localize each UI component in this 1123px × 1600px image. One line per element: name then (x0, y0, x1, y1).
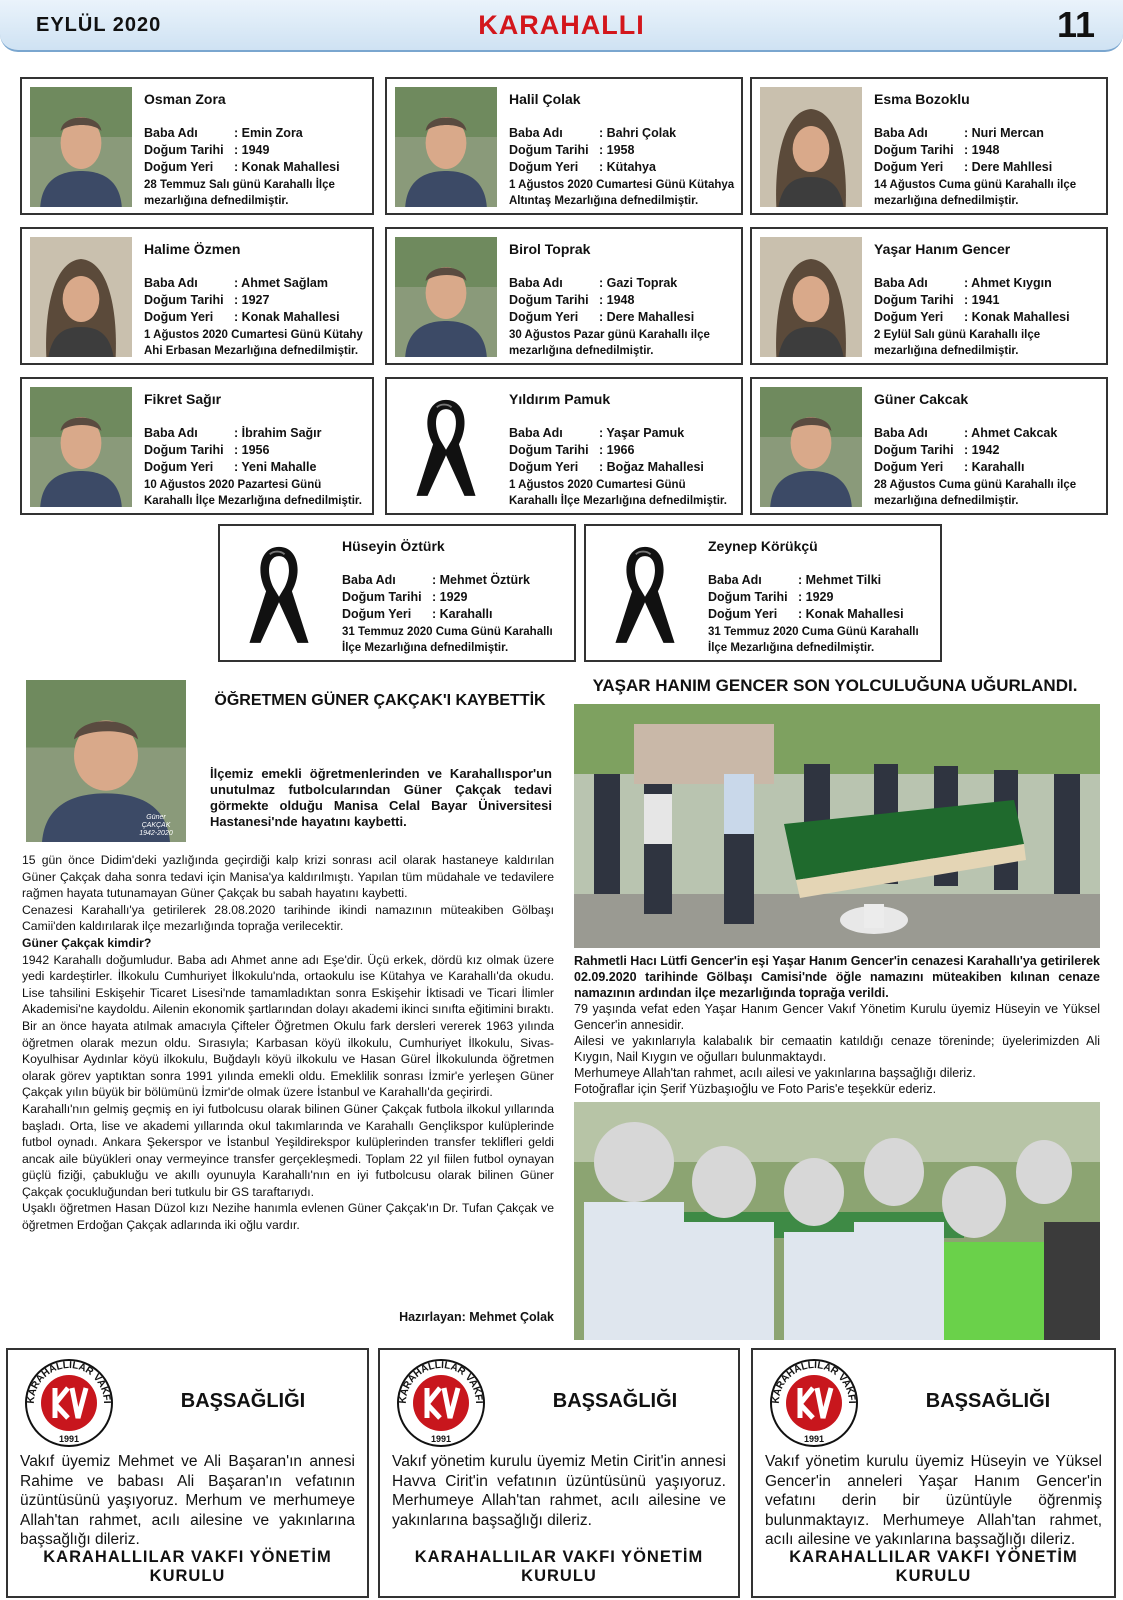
deceased-details (874, 425, 1057, 476)
birth-place-label: Doğum Yeri (874, 460, 944, 474)
birth-place: : Yeni Mahalle (234, 460, 317, 474)
condolence-signature: KARAHALLILAR VAKFI YÖNETİM KURULU (43, 1548, 332, 1585)
issue-date: EYLÜL 2020 (36, 14, 162, 36)
funeral-title: YAŞAR HANIM GENCER SON YOLCULUĞUNA UĞURLANDI. (592, 676, 1078, 695)
birth-date-label: Doğum Tarihi (509, 143, 589, 157)
article-author: Hazırlayan: Mehmet Çolak (399, 1310, 554, 1324)
birth-place: : Konak Mahallesi (964, 310, 1070, 324)
birth-place-label: Doğum Yeri (509, 310, 579, 324)
burial-note: 2 Eylül Salı günü Karahallı ilçe mezarlığına defnedilmiştir. (874, 329, 1041, 357)
birth-date-label: Doğum Tarihi (874, 443, 954, 457)
deceased-name: Güner Cakcak (874, 391, 969, 407)
deceased-name: Fikret Sağır (144, 391, 222, 407)
funeral-caption-text: Fotoğraflar için Şerif Yüzbaşıoğlu ve Foto Paris'e teşekkür ederiz. (574, 1082, 937, 1096)
condolence-text: Vakıf üyemiz Mehmet ve Ali Başaran'ın annesi Rahime ve babası Ali Başaran'ın vefatının üzüntüsünü yaşıyoruz. Merhum ve merhumeye Allah'tan rahmet, acılı ailesine ve yakınlarına başsağlığı dileriz. (20, 1453, 355, 1548)
birth-place: : Karahallı (964, 460, 1025, 474)
logo-arc-text: KARAHALLILAR VAKFI (25, 1359, 113, 1404)
deceased-photo (395, 87, 497, 207)
mourning-ribbon-icon (228, 534, 330, 654)
deceased-name: Halime Özmen (144, 241, 241, 257)
deceased-details (874, 275, 1070, 326)
birth-place: : Dere Mahllesi (964, 160, 1053, 174)
burial-note: 30 Ağustos Pazar günü Karahallı ilçe mezarlığına defnedilmiştir. (509, 329, 710, 357)
birth-place: : Konak Mahallesi (798, 607, 904, 621)
obituary-card (750, 77, 1108, 215)
photo-caption: Güner ÇAKÇAK 1942-2020 (139, 814, 173, 837)
burial-note: 14 Ağustos Cuma günü Karahallı ilçe mezarlığına defnedilmiştir. (874, 179, 1077, 207)
obituary-card (218, 524, 576, 662)
father-name: : Emin Zora (234, 126, 303, 140)
father-name: : Nuri Mercan (964, 126, 1044, 140)
father-label: Baba Adı (144, 276, 198, 290)
condolence-box (378, 1348, 740, 1598)
birth-date-label: Doğum Tarihi (144, 293, 224, 307)
condolence-box (6, 1348, 369, 1598)
obituary-card (385, 77, 743, 215)
deceased-details (874, 125, 1052, 176)
burial-note: 28 Temmuz Salı günü Karahallı İlçe mezarlığına defnedilmiştir. (144, 179, 335, 207)
burial-note: 31 Temmuz 2020 Cuma Günü Karahallı İlçe Mezarlığına defnedilmiştir. (708, 626, 919, 654)
article-paragraph: Karahallı'nın gelmiş geçmiş en iyi futbolcusu olarak bilinen Güner Çakçak futbola ilkokul yıllarında başladı. Orta, lise ve akademi yıllarında okul takımlarında ve Karahallı Gençlikspor kulüplerinde futbol oynadı. Ankara Şekerspor ve İstanbul Yeşildirekspor kulüplerinden transfer teklifleri geldi ancak aile büyükleri onay vermeyince transfer gerçekleşmedi. Toplam 22 yıl fiilen futbol oynayan güçlü fiziği, çabukluğu ve akıllı oyunuyla Karahallı'nın en iyi futbolcusu olarak bilinen Güner Çakçak çocukluğundan beri tutkulu bir GS taraftarıydı. (22, 1101, 554, 1199)
deceased-details (509, 425, 704, 476)
article-body (22, 852, 554, 1234)
logo-arc-text: KARAHALLILAR VAKFI (770, 1359, 858, 1404)
birth-date: : 1929 (798, 590, 834, 604)
birth-date: : 1927 (234, 293, 270, 307)
condolence-signature: KARAHALLILAR VAKFI YÖNETİM KURULU (789, 1548, 1078, 1585)
birth-date: : 1956 (234, 443, 270, 457)
birth-date-label: Doğum Tarihi (509, 443, 589, 457)
father-label: Baba Adı (509, 126, 563, 140)
father-label: Baba Adı (509, 426, 563, 440)
condolence-title: BAŞSAĞLIĞI (925, 1390, 1051, 1412)
father-label: Baba Adı (342, 573, 396, 587)
birth-date: : 1942 (964, 443, 1000, 457)
funeral-caption (574, 953, 1100, 1097)
deceased-name: Birol Toprak (509, 241, 591, 257)
funeral-caption-text: Ailesi ve yakınlarıyla kalabalık bir cemaatin katıldığı cenaze töreninde; üyelerimizden Ali Kıygın, Nail Kıygın ve oğulları bulunmaktaydı. (574, 1034, 1100, 1064)
burial-note: 31 Temmuz 2020 Cuma Günü Karahallı İlçe Mezarlığına defnedilmiştir. (342, 626, 553, 654)
page-number: 11 (1056, 4, 1095, 45)
father-name: : Yaşar Pamuk (599, 426, 685, 440)
birth-place-label: Doğum Yeri (144, 160, 214, 174)
obituary-card (385, 377, 743, 515)
article-paragraph: 15 gün önce Didim'deki yazlığında geçirdiği kalp krizi sonrası acil olarak hastaneye kaldırılan Güner Çakçak daha sonra tedavi için Manisa'ya kaldırılmıştı. Yapılan tüm müdahale ve tedavilere rağmen hayata tutunamayan Güner Çakçak bu sabah hayatını kaybetti. (22, 853, 554, 901)
funeral-caption-text: 79 yaşında vefat eden Yaşar Hanım Gencer Vakıf Yönetim Kurulu üyemiz Hüseyin ve Yüksel Gencer'in annesidir. (574, 1002, 1100, 1032)
article-paragraph: Cenazesi Karahallı'ya getirilerek 28.08.2020 tarihinde ikindi namazının müteakiben Gölbaşı Camii'den kaldırılarak ilçe mezarlığında toprağa verilecektir. (22, 902, 554, 934)
obituary-card (20, 77, 374, 215)
article-lead: İlçemiz emekli öğretmenlerinden ve Karahallıspor'un unutulmaz futbolcularından Güner Çakçak tedavi görmekte olduğu Manisa Celal Bayar Üniversitesi Hastanesi'nde hayatını kaybetti. (210, 766, 552, 829)
logo-year: 1991 (430, 1434, 452, 1444)
father-label: Baba Adı (144, 126, 198, 140)
deceased-name: Yaşar Hanım Gencer (874, 241, 1011, 257)
birth-place-label: Doğum Yeri (509, 160, 579, 174)
deceased-details (144, 425, 322, 476)
deceased-name: Esma Bozoklu (874, 91, 970, 107)
birth-place: : Konak Mahallesi (234, 160, 340, 174)
birth-place-label: Doğum Yeri (509, 460, 579, 474)
father-name: : Mehmet Öztürk (432, 573, 530, 587)
deceased-name: Yıldırım Pamuk (509, 391, 611, 407)
birth-date: : 1958 (599, 143, 635, 157)
karahallilar-vakfi-logo (396, 1358, 486, 1448)
deceased-photo (395, 237, 497, 357)
condolence-title: BAŞSAĞLIĞI (180, 1390, 306, 1412)
birth-date-label: Doğum Tarihi (874, 293, 954, 307)
birth-place: : Kütahya (599, 160, 656, 174)
logo-year: 1991 (803, 1434, 825, 1444)
deceased-photo (760, 387, 862, 507)
deceased-details (708, 572, 904, 623)
father-label: Baba Adı (874, 426, 928, 440)
deceased-photo (30, 387, 132, 507)
deceased-details (509, 275, 694, 326)
birth-date: : 1929 (432, 590, 468, 604)
funeral-caption-lead: Rahmetli Hacı Lütfi Gencer'in eşi Yaşar Hanım Gencer'in cenazesi Karahallı'ya getirilerek 02.09.2020 tarihinde Gölbaşı Camisi'nde öğle namazını müteakiben kılınan cenaze namazının ardından ilçe mezarlığında toprağa verildi. (574, 954, 1100, 1000)
deceased-name: Hüseyin Öztürk (342, 538, 445, 554)
birth-date: : 1948 (599, 293, 635, 307)
father-name: : Ahmet Sağlam (234, 276, 329, 290)
condolence-text: Vakıf yönetim kurulu üyemiz Metin Cirit'in annesi Havva Cirit'in vefatının üzüntüsünü yaşıyoruz. Merhumeye Allah'tan rahmet, acılı ailesine ve yakınlarına başsağlığı dileriz. (392, 1453, 726, 1529)
birth-place-label: Doğum Yeri (874, 310, 944, 324)
condolence-text: Vakıf yönetim kurulu üyemiz Hüseyin ve Yüksel Gencer'in anneleri Yaşar Hanım Gencer'in vefatını derin bir üzüntüyle öğrenmiş bulunmaktayız. Merhumeye Allah'tan rahmet, acılı ailesine ve yakınlarına başsağlığı dileriz. (765, 1453, 1102, 1548)
karahallilar-vakfi-logo (769, 1358, 859, 1448)
father-name: : İbrahim Sağır (234, 426, 322, 440)
condolence-signature: KARAHALLILAR VAKFI YÖNETİM KURULU (414, 1548, 704, 1585)
obituary-card (385, 227, 743, 365)
birth-date: : 1941 (964, 293, 1000, 307)
mourning-ribbon-icon (594, 534, 696, 654)
father-name: : Mehmet Tilki (798, 573, 882, 587)
birth-date-label: Doğum Tarihi (708, 590, 788, 604)
condolence-title: BAŞSAĞLIĞI (552, 1390, 678, 1412)
birth-place: : Karahallı (432, 607, 493, 621)
birth-date: : 1966 (599, 443, 635, 457)
father-name: : Ahmet Kıygın (964, 276, 1052, 290)
deceased-name: Zeynep Körükçü (708, 538, 818, 554)
deceased-photo (30, 237, 132, 357)
father-label: Baba Adı (874, 276, 928, 290)
burial-note: 28 Ağustos Cuma günü Karahallı ilçe mezarlığına defnedilmiştir. (874, 479, 1077, 507)
birth-place-label: Doğum Yeri (342, 607, 412, 621)
logo-arc-text: KARAHALLILAR VAKFI (397, 1359, 485, 1404)
logo-year: 1991 (58, 1434, 80, 1444)
burial-note: 10 Ağustos 2020 Pazartesi Günü Karahallı İlçe Mezarlığına defnedilmiştir. (144, 479, 362, 507)
obituary-card (750, 227, 1108, 365)
deceased-photo (760, 87, 862, 207)
father-label: Baba Adı (874, 126, 928, 140)
deceased-details (144, 125, 340, 176)
father-name: : Bahri Çolak (599, 126, 677, 140)
funeral-photo-1 (574, 704, 1100, 948)
father-name: : Gazi Toprak (599, 276, 678, 290)
condolence-box (751, 1348, 1116, 1598)
father-label: Baba Adı (708, 573, 762, 587)
article-paragraph: 1942 Karahallı doğumludur. Baba adı Ahmet anne adı Eşe'dir. Üçü erkek, dördü kız olmak üzere yedi kardeştirler. İlkokulu Cumhuriyet İlkokulu'nda, ortaokulu ise Kütahya ve Karahallı'da okudu. Lise tahsilini Eskişehir Ticaret Lisesi'nde tamamladıktan sonra Eskişehir İktisadi ve Ticari İlimler Akademisi'ne kaydoldu. Ailenin ekonomik şartlarından dolayı akademi ikinci sınıfta eğitimini bıraktı. Bir an önce hayata atılmak amacıyla Çifteler Öğretmen Okulu fark dersleri vererek 1963 yılında öğretmen olarak mezun oldu. Sırasıyla; Karbasan köyü ilkokulu, Cumhuriyet İlkokulu, Sivas-Koyulhisar Aydınlar köyü ilkokulu, Buğdaylı köyü ilkokulu ve Hasan Gürel İlkokulunda öğretmen olarak görev yaptıktan sonra 1991 yılında emekli oldu. Emeklilik sonrası İzmir'e yerleşen Güner Çakçak yılın büyük bir bölümünü İzmir'de olmak üzere İstanbul ve Karahallı'da geçirirdi. (22, 952, 554, 1100)
funeral-caption-text: Merhumeye Allah'tan rahmet, acılı ailesi ve yakınlarına başsağlığı dileriz. (574, 1066, 976, 1080)
father-name: : Ahmet Cakcak (964, 426, 1058, 440)
article-title: ÖĞRETMEN GÜNER ÇAKÇAK'I KAYBETTİK (214, 692, 546, 709)
deceased-name: Halil Çolak (509, 91, 581, 107)
deceased-details (342, 572, 530, 623)
deceased-photo (760, 237, 862, 357)
birth-date-label: Doğum Tarihi (509, 293, 589, 307)
birth-place: : Konak Mahallesi (234, 310, 340, 324)
birth-place-label: Doğum Yeri (874, 160, 944, 174)
birth-date: : 1948 (964, 143, 1000, 157)
page-header (0, 0, 1123, 52)
deceased-name: Osman Zora (144, 91, 226, 107)
burial-note: 1 Ağustos 2020 Cumartesi Günü Kütahy Ahi Erbasan Mezarlığına defnedilmiştir. (144, 329, 363, 357)
birth-date-label: Doğum Tarihi (144, 143, 224, 157)
birth-date: : 1949 (234, 143, 270, 157)
burial-note: 1 Ağustos 2020 Cumartesi Günü Kütahya Altıntaş Mezarlığına defnedilmiştir. (509, 179, 735, 207)
birth-place: : Boğaz Mahallesi (599, 460, 704, 474)
birth-place-label: Doğum Yeri (708, 607, 778, 621)
newspaper-title: KARAHALLI (478, 10, 645, 40)
birth-date-label: Doğum Tarihi (342, 590, 422, 604)
obituary-card (584, 524, 942, 662)
guner-cakcak-photo (26, 680, 186, 842)
article-paragraph: Uşaklı öğretmen Hasan Düzol kızı Nezihe hanımla evlenen Güner Çakçak'ın Dr. Tufan Çakçak ve öğretmen Erdoğan Çakçak adlarında iki oğlu vardır. (22, 1201, 554, 1233)
obituary-card (20, 377, 374, 515)
birth-date-label: Doğum Tarihi (874, 143, 954, 157)
deceased-details (509, 125, 676, 176)
father-label: Baba Adı (144, 426, 198, 440)
obituary-card (20, 227, 374, 365)
burial-note: 1 Ağustos 2020 Cumartesi Günü Karahallı İlçe Mezarlığına defnedilmiştir. (509, 479, 727, 507)
birth-place-label: Doğum Yeri (144, 310, 214, 324)
funeral-photo-2 (574, 1102, 1100, 1340)
obituary-card (750, 377, 1108, 515)
deceased-details (144, 275, 340, 326)
birth-place-label: Doğum Yeri (144, 460, 214, 474)
karahallilar-vakfi-logo (24, 1358, 114, 1448)
deceased-photo (30, 87, 132, 207)
birth-place: : Dere Mahallesi (599, 310, 695, 324)
article-subheading: Güner Çakçak kimdir? (22, 935, 152, 950)
mourning-ribbon-icon (395, 387, 497, 507)
father-label: Baba Adı (509, 276, 563, 290)
birth-date-label: Doğum Tarihi (144, 443, 224, 457)
